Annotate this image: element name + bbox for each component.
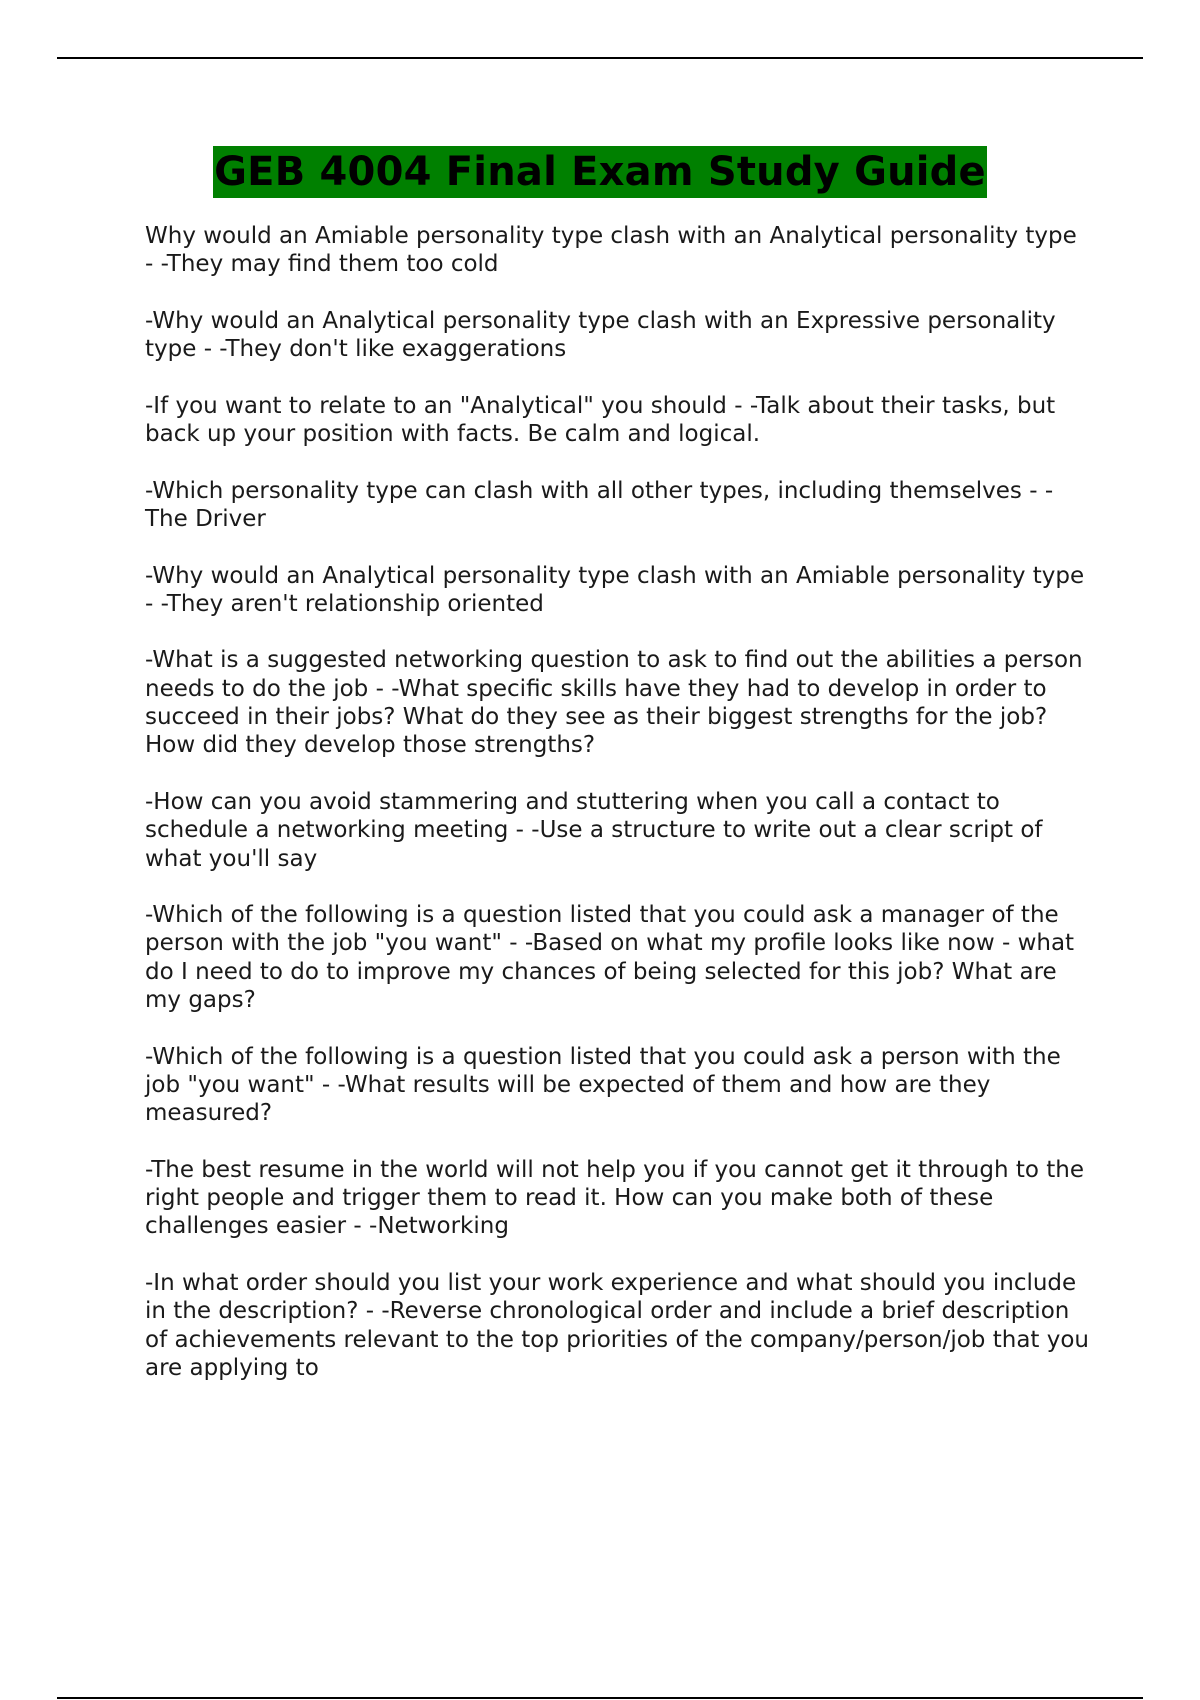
qa-item: Why would an Amiable personality type clash with an Analytical personality type - -They may find them too cold [145, 223, 1077, 278]
top-rule [57, 57, 1143, 59]
document-title: GEB 4004 Final Exam Study Guide [213, 146, 987, 198]
title-container [0, 146, 1200, 198]
qa-item: -Which personality type can clash with all other types, including themselves - -The Driver [145, 477, 1054, 532]
qa-item: -Why would an Analytical personality type clash with an Amiable personality type - -They aren't relationship oriented [145, 562, 1085, 617]
qa-item: -The best resume in the world will not help you if you cannot get it through to the right people and trigger them to read it. How can you make both of these challenges easier - -Networking [145, 1156, 1085, 1240]
qa-item: -Which of the following is a question listed that you could ask a person with the job "you want" - -What results will be expected of them and how are they measured? [145, 1043, 1061, 1127]
qa-item: -If you want to relate to an "Analytical" you should - -Talk about their tasks, but back up your position with facts. Be calm and logical. [145, 392, 1056, 448]
qa-item: -What is a suggested networking question to ask to find out the abilities a person needs to do the job - -What specific skills have they had to develop in order to succeed in their jobs? What do they see as their biggest strengths for the job? How did they develop those strengths? [145, 647, 1083, 759]
qa-item: -Why would an Analytical personality type clash with an Expressive personality type - -They don't like exaggerations [145, 307, 1056, 363]
question-answer-list [145, 222, 1090, 1410]
bottom-rule [57, 1697, 1143, 1699]
qa-item: -How can you avoid stammering and stuttering when you call a contact to schedule a networking meeting - -Use a structure to write out a clear script of what you'll say [145, 788, 1043, 872]
qa-item: -In what order should you list your work experience and what should you include in the description? - -Reverse chronological order and include a brief description of achievements relevant to the top priorities of the company/person/job that you are applying to [145, 1269, 1089, 1381]
qa-item: -Which of the following is a question listed that you could ask a manager of the person with the job "you want" - -Based on what my profile looks like now - what do I need to do to improve my chances of being selected for this job? What are my gaps? [145, 902, 1075, 1014]
